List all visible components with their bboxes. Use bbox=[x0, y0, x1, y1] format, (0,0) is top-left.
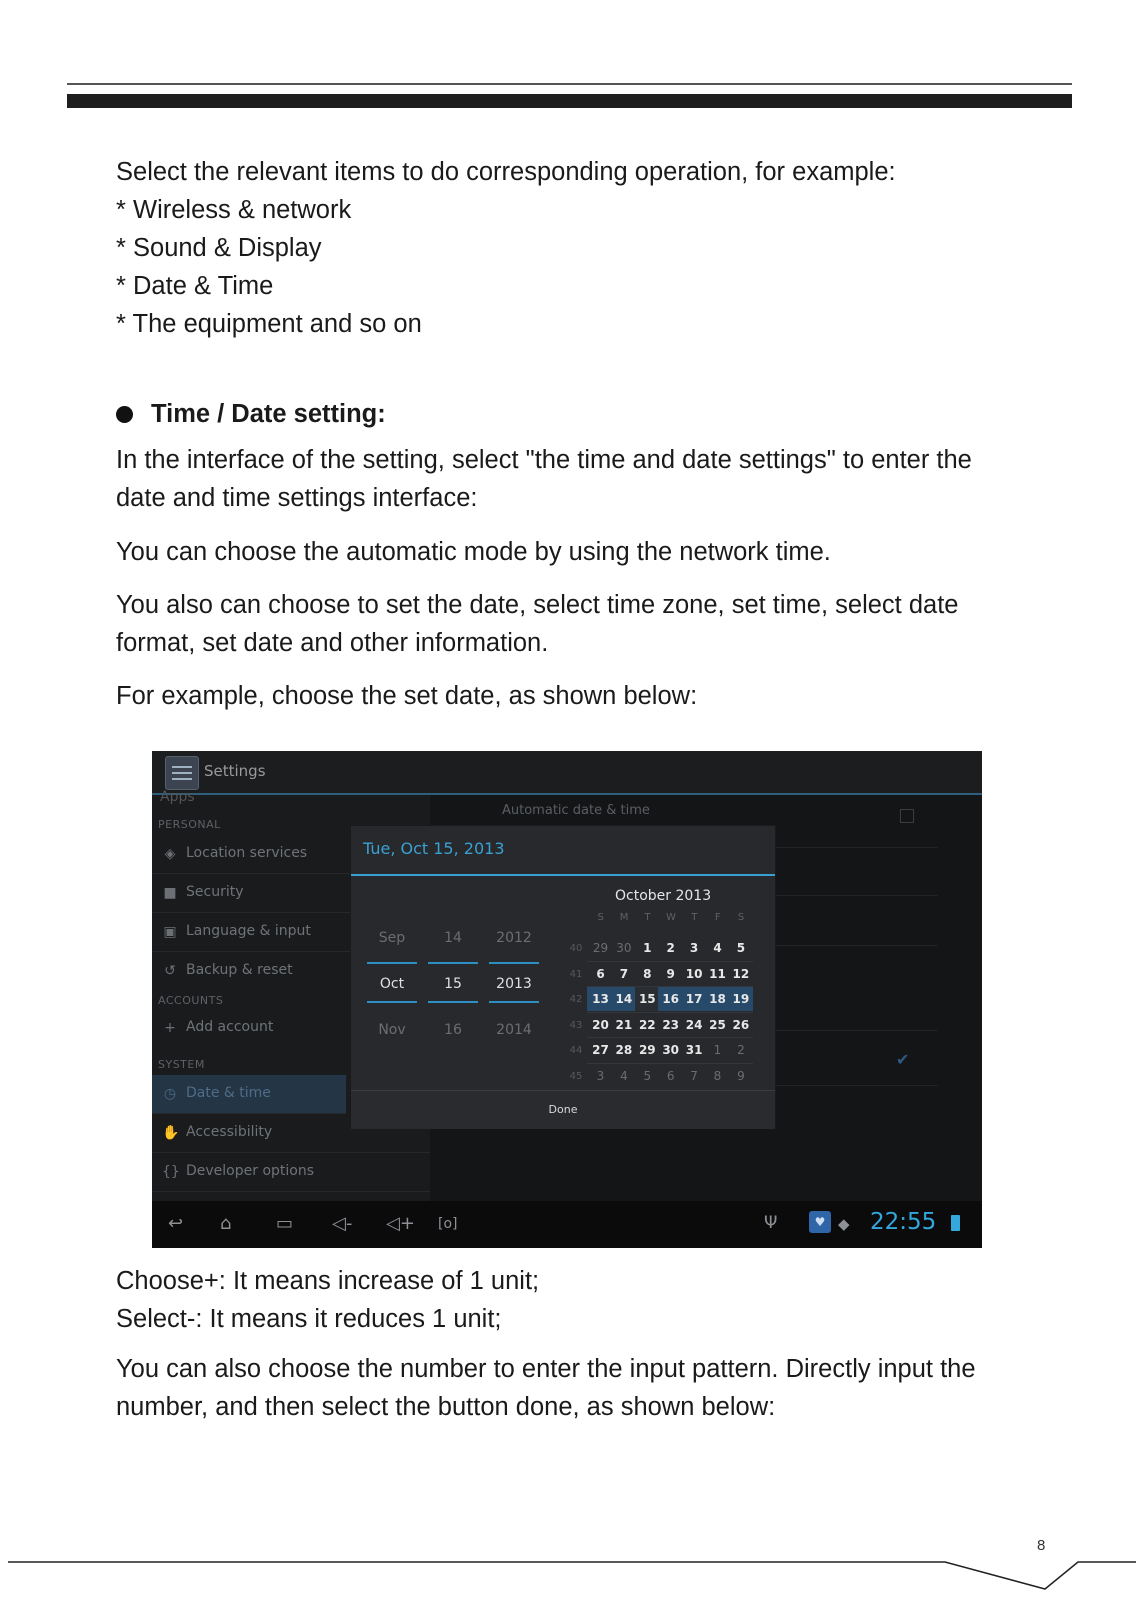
weekday-label: F bbox=[714, 912, 721, 923]
recent-apps-icon[interactable]: ▭ bbox=[276, 1213, 294, 1234]
calendar-day[interactable]: 7 bbox=[690, 1068, 698, 1083]
calendar-day[interactable]: 9 bbox=[666, 966, 675, 981]
calendar-day[interactable]: 16 bbox=[662, 992, 680, 1006]
home-icon[interactable]: ⌂ bbox=[220, 1213, 232, 1234]
calendar-day[interactable]: 21 bbox=[615, 1017, 633, 1032]
calendar-day[interactable]: 10 bbox=[685, 966, 703, 981]
page-number: 8 bbox=[1037, 1537, 1046, 1554]
calendar-day[interactable]: 30 bbox=[616, 941, 632, 955]
calendar-day[interactable]: 27 bbox=[592, 1043, 609, 1057]
calendar-day[interactable]: 3 bbox=[596, 1068, 605, 1083]
paragraph: date and time settings interface: bbox=[116, 484, 478, 512]
week-number: 42 bbox=[569, 994, 583, 1005]
sidebar-item-label: Location services bbox=[186, 845, 308, 861]
list-item: * Wireless & network bbox=[116, 196, 352, 224]
calendar-day[interactable]: 4 bbox=[713, 941, 722, 955]
volume-down-icon[interactable]: ◁- bbox=[332, 1213, 353, 1234]
location-icon: ◈ bbox=[164, 846, 176, 862]
restore-icon: ↺ bbox=[164, 963, 176, 979]
keyboard-icon: ▣ bbox=[163, 924, 177, 940]
calendar-day[interactable]: 8 bbox=[643, 966, 652, 981]
sidebar-item-label: Language & input bbox=[186, 923, 311, 939]
day-current[interactable]: 15 bbox=[444, 976, 462, 992]
week-number: 44 bbox=[569, 1045, 583, 1056]
weekday-label: T bbox=[644, 912, 651, 923]
calendar-day[interactable]: 30 bbox=[662, 1043, 680, 1057]
clock[interactable]: 22:55 bbox=[870, 1209, 937, 1235]
calendar-day[interactable]: 28 bbox=[615, 1043, 633, 1057]
month-current[interactable]: Oct bbox=[379, 976, 405, 992]
calendar-day[interactable]: 18 bbox=[709, 992, 726, 1006]
intro-text: Select the relevant items to do corresponding operation, for example: bbox=[116, 158, 896, 186]
calendar-day[interactable]: 23 bbox=[662, 1017, 680, 1032]
braces-icon: {} bbox=[162, 1164, 180, 1180]
calendar-day[interactable]: 15 bbox=[638, 992, 656, 1006]
calendar-day[interactable]: 3 bbox=[689, 941, 699, 955]
paragraph: You can also choose the number to enter the input pattern. Directly input the bbox=[116, 1355, 976, 1383]
section-header-accounts: ACCOUNTS bbox=[158, 994, 224, 1007]
calendar-day[interactable]: 29 bbox=[638, 1043, 656, 1057]
calendar-day[interactable]: 22 bbox=[638, 1017, 656, 1032]
year-current[interactable]: 2013 bbox=[496, 976, 532, 992]
paragraph: Select-: It means it reduces 1 unit; bbox=[116, 1305, 502, 1333]
calendar-day[interactable]: 6 bbox=[596, 966, 605, 981]
calendar-day[interactable]: 2 bbox=[737, 1043, 745, 1057]
day-prev[interactable]: 14 bbox=[444, 930, 462, 946]
usb-icon: Ψ bbox=[764, 1213, 778, 1233]
month-prev[interactable]: Sep bbox=[378, 930, 406, 946]
section-heading: Time / Date setting: bbox=[151, 400, 386, 428]
section-header-system: SYSTEM bbox=[158, 1058, 205, 1071]
android-icon: ◆ bbox=[838, 1215, 850, 1233]
notification-icon[interactable]: ♥ bbox=[809, 1211, 831, 1233]
section-header-personal: PERSONAL bbox=[158, 818, 221, 831]
checkmark-icon[interactable]: ✔ bbox=[896, 1050, 910, 1069]
calendar-day[interactable]: 1 bbox=[713, 1043, 722, 1057]
week-number: 41 bbox=[569, 968, 583, 980]
week-number: 40 bbox=[569, 943, 583, 954]
calendar-day[interactable]: 29 bbox=[592, 941, 609, 955]
calendar-day[interactable]: 11 bbox=[709, 966, 726, 981]
volume-up-icon[interactable]: ◁+ bbox=[386, 1213, 415, 1234]
calendar-day[interactable]: 19 bbox=[732, 992, 750, 1006]
list-item: * Sound & Display bbox=[116, 234, 322, 262]
calendar-day[interactable]: 1 bbox=[643, 941, 652, 955]
calendar-day[interactable]: 31 bbox=[685, 1043, 703, 1057]
hand-icon: ✋ bbox=[162, 1125, 180, 1141]
clock-icon: ◷ bbox=[163, 1086, 177, 1102]
day-next[interactable]: 16 bbox=[444, 1022, 462, 1038]
month-next[interactable]: Nov bbox=[378, 1022, 406, 1038]
sidebar-item-label: Accessibility bbox=[186, 1124, 273, 1140]
calendar-day[interactable]: 20 bbox=[592, 1017, 609, 1032]
paragraph: Choose+: It means increase of 1 unit; bbox=[116, 1267, 540, 1295]
calendar-day[interactable]: 6 bbox=[666, 1068, 675, 1083]
list-item: * The equipment and so on bbox=[116, 310, 422, 338]
list-item: * Date & Time bbox=[116, 272, 274, 300]
weekday-label: S bbox=[597, 912, 604, 923]
calendar-day[interactable]: 5 bbox=[736, 941, 746, 955]
paragraph: format, set date and other information. bbox=[116, 629, 549, 657]
paragraph: number, and then select the button done, as shown below: bbox=[116, 1393, 776, 1421]
week-number: 43 bbox=[569, 1019, 583, 1031]
calendar-day[interactable]: 4 bbox=[620, 1068, 628, 1083]
calendar-day[interactable]: 26 bbox=[732, 1017, 750, 1032]
calendar-day[interactable]: 2 bbox=[666, 941, 675, 955]
paragraph: You can choose the automatic mode by using the network time. bbox=[116, 538, 831, 566]
paragraph: You also can choose to set the date, select time zone, set time, select date bbox=[116, 591, 959, 619]
year-prev[interactable]: 2012 bbox=[496, 930, 532, 946]
weekday-label: M bbox=[619, 912, 629, 923]
calendar-title: October 2013 bbox=[615, 888, 712, 904]
done-button[interactable]: Done bbox=[548, 1103, 578, 1116]
week-number: 45 bbox=[569, 1070, 583, 1082]
sidebar-item-label: Date & time bbox=[186, 1085, 271, 1101]
dialog-title: Tue, Oct 15, 2013 bbox=[363, 839, 505, 858]
sidebar-item-label: Add account bbox=[186, 1019, 274, 1035]
back-icon[interactable]: ↩ bbox=[168, 1213, 184, 1234]
sidebar-item-label: Security bbox=[186, 884, 244, 900]
plus-icon: + bbox=[164, 1020, 176, 1036]
paragraph: For example, choose the set date, as shown below: bbox=[116, 682, 698, 710]
calendar-day[interactable]: 25 bbox=[709, 1017, 726, 1032]
calendar-day[interactable]: 12 bbox=[732, 966, 750, 981]
lock-icon: ■ bbox=[163, 885, 177, 901]
automatic-date-time-label[interactable]: Automatic date & time bbox=[502, 803, 650, 818]
sidebar-item-apps[interactable]: Apps bbox=[160, 789, 195, 805]
app-title: Settings bbox=[204, 762, 266, 780]
calendar-day[interactable]: 7 bbox=[619, 966, 629, 981]
calendar-day[interactable]: 24 bbox=[685, 1017, 703, 1032]
calendar-day[interactable]: 13 bbox=[592, 992, 609, 1006]
paragraph: In the interface of the setting, select "the time and date settings" to enter the bbox=[116, 446, 972, 474]
calendar-day[interactable]: 9 bbox=[737, 1068, 745, 1083]
screenshot-icon[interactable]: [o] bbox=[438, 1216, 458, 1232]
sidebar-item-label: Backup & reset bbox=[186, 962, 293, 978]
weekday-label: T bbox=[691, 912, 698, 923]
weekday-label: S bbox=[737, 912, 745, 923]
sidebar-item-label: Developer options bbox=[186, 1163, 315, 1179]
weekday-label: W bbox=[665, 912, 676, 923]
calendar-day[interactable]: 17 bbox=[685, 992, 703, 1006]
year-next[interactable]: 2014 bbox=[496, 1022, 532, 1038]
calendar-day[interactable]: 5 bbox=[643, 1068, 652, 1083]
calendar-day[interactable]: 8 bbox=[713, 1068, 722, 1083]
calendar-day[interactable]: 14 bbox=[615, 992, 633, 1006]
